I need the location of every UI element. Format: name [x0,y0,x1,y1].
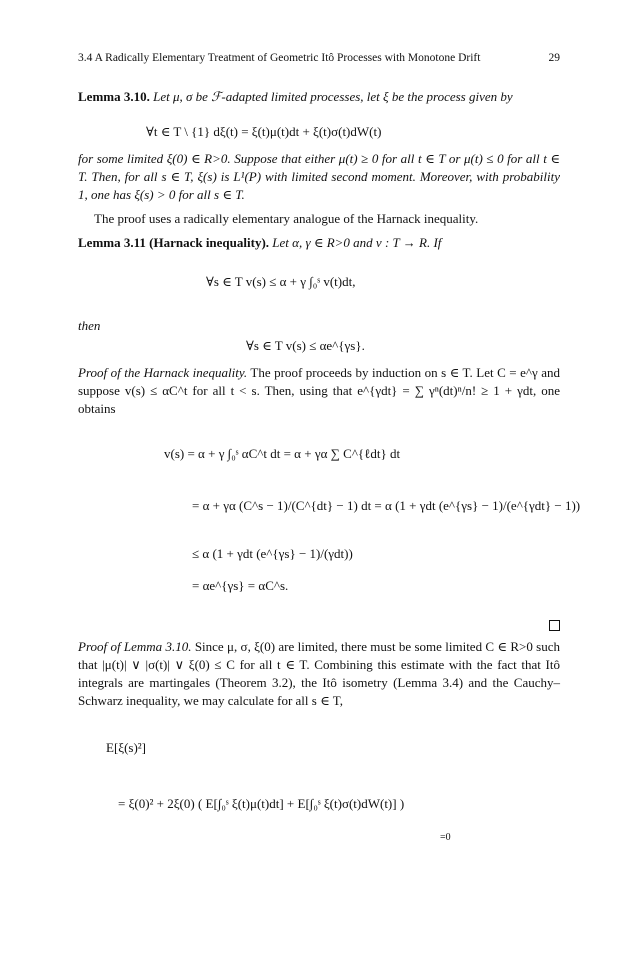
section-title: 3.4 A Radically Elementary Treatment of Geometric Itô Processes with Monotone Drift [78,52,481,64]
expectation-line-1: = ξ(0)² + 2ξ(0) ( E[∫₀ˢ ξ(t)μ(t)dt] + E[∫₀ˢ ξ(t)σ(t)dW(t)] ) [118,796,405,811]
lemma-3-10-proof [78,638,560,710]
lemma-3-10-proof-text: Since μ, σ, ξ(0) are limited, there must be some limited C ∈ R>0 such that |μ(t)| ∨ |σ(t)| ∨ ξ(0) ≤ C for all t ∈ T. Combining this estimate with the fact that Itô integrals are martingales (Theorem 3.2), the Itô isometry (Lemma 3.4) and the Cauchy–Schwarz inequality, we may calculate for all s ∈ T, [78,639,560,708]
underbrace-label: =0 [440,832,451,843]
lemma-3-11-title: Lemma 3.11 (Harnack inequality). [78,235,270,250]
expectation-lhs: E[ξ(s)²] [106,740,147,755]
lemma-3-11 [78,234,560,252]
lemma-3-10 [78,88,560,106]
lemma-3-11-then: then [78,318,101,333]
lemma-3-10-title: Lemma 3.10. [78,89,150,104]
proof-intro [78,210,560,228]
lemma-3-11-hypothesis: ∀s ∈ T v(s) ≤ α + γ ∫₀ˢ v(t)dt, [206,274,356,289]
harnack-line-4: = αe^{γs} = αC^s. [192,578,289,593]
page-number: 29 [548,52,560,64]
lemma-3-10-intro: Let μ, σ be ℱ-adapted limited processes, let ξ be the process given by [153,89,513,104]
lemma-3-10-equation: ∀t ∈ T \ {1} dξ(t) = ξ(t)μ(t)dt + ξ(t)σ(t)dW(t) [146,124,382,139]
lemma-3-11-conclusion: ∀s ∈ T v(s) ≤ αe^{γs}. [246,338,365,353]
harnack-line-2: = α + γα (C^s − 1)/(C^{dt} − 1) dt = α (1 + γdt (e^{γs} − 1)/(e^{γdt} − 1)) [192,498,581,513]
qed-square [549,620,560,631]
lemma-3-10-body [78,150,560,204]
lemma-3-10-proof-label: Proof of Lemma 3.10. [78,639,192,654]
lemma-3-11-intro: Let α, γ ∈ R>0 and v : T → R. If [272,235,442,250]
harnack-proof-label: Proof of the Harnack inequality. [78,365,248,380]
lemma-3-10-body-text: for some limited ξ(0) ∈ R>0. Suppose that either μ(t) ≥ 0 for all t ∈ T or μ(t) ≤ 0 for all t ∈ T. Then, for all s ∈ T, ξ(s) is L¹(P) with limited second moment. Moreover, with probability 1, one has ξ(s) > 0 for all s ∈ T. [78,151,560,202]
running-header [78,52,560,64]
proof-intro-text: The proof uses a radically elementary analogue of the Harnack inequality. [94,211,479,226]
harnack-proof-text: The proof proceeds by induction on s ∈ T. Let C = e^γ and suppose v(s) ≤ αC^t for all t < s. Then, using that e^{γdt} = ∑ γⁿ(dt)ⁿ/n! ≥ 1 + γdt, one obtains [78,365,561,416]
harnack-line-1: v(s) = α + γ ∫₀ˢ αC^t dt = α + γα ∑ C^{ℓdt} dt [164,446,401,461]
harnack-line-3: ≤ α (1 + γdt (e^{γs} − 1)/(γdt)) [192,546,353,561]
harnack-proof [78,364,560,418]
